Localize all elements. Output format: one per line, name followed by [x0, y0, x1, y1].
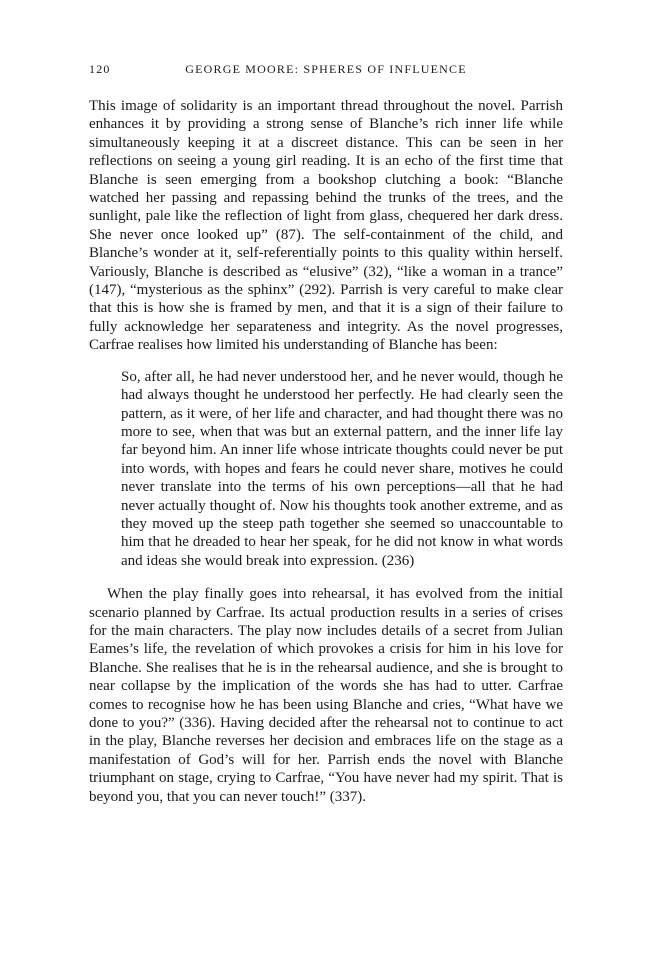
page-number: 120 — [89, 62, 111, 76]
running-title: GEORGE MOORE: SPHERES OF INFLUENCE — [185, 62, 467, 76]
running-header — [89, 62, 563, 82]
paragraph-rehearsal: When the play finally goes into rehearsal, it has evolved from the initial scenario planned by Carfrae. Its actual production results in a series of crises for the main characters. The play now includes details of a secret from Julian Eames’s life, the revelation of which provokes a crisis for him in his love for Blanche. She realises that he is in the rehearsal audience, and she is brought to near collapse by the implication of the words she has had to utter. Carfrae comes to recognise how he has been using Blanche and cries, “What have we done to you?” (336). Having decided after the rehearsal not to continue to act in the play, Blanche reverses her decision and embraces life on the stage as a manifestation of God’s will for her. Parrish ends the novel with Blanche triumphant on stage, crying to Carfrae, “You have never had my spirit. That is beyond you, that you can never touch!” (337). — [89, 586, 563, 805]
block-quotation: So, after all, he had never understood her, and he never would, though he had always thought he understood her perfectly. He had clearly seen the pattern, as it were, of her life and character, and had thought there was no more to see, when that was but an external pattern, and the inner life lay far beyond him. An inner life whose intricate thoughts could never be put into words, with hopes and fears he could never share, motives he could never translate into the terms of his own perceptions—all that he had never actually thought of. Now his thoughts took another extreme, and as they moved up the steep path together she seemed so unaccountable to him that he dreaded to hear her speak, for he did not know in what words and ideas she would break into expression. (236) — [121, 368, 563, 569]
book-page — [89, 62, 563, 806]
paragraph-solidarity: This image of solidarity is an important thread throughout the novel. Parrish enhances it by providing a strong sense of Blanche’s rich inner life while simultaneously keeping it at a discreet distance. This can be seen in her reflections on seeing a young girl reading. It is an echo of the first time that Blanche is seen emerging from a bookshop clutching a book: “Blanche watched her passing and repassing behind the trunks of the trees, and the sunlight, pale like the reflection of light from glass, chequered her dark dress. She never once looked up” (87). The self-containment of the child, and Blanche’s wonder at it, self-referentially points to this quality within herself. Variously, Blanche is described as “elusive” (32), “like a woman in a trance” (147), “mysterious as the sphinx” (292). Parrish is very careful to make clear that this is how she is framed by men, and that it is a sign of their failure to fully acknowledge her separateness and integrity. As the novel progresses, Carfrae realises how limited his understanding of Blanche has been: — [89, 98, 563, 354]
